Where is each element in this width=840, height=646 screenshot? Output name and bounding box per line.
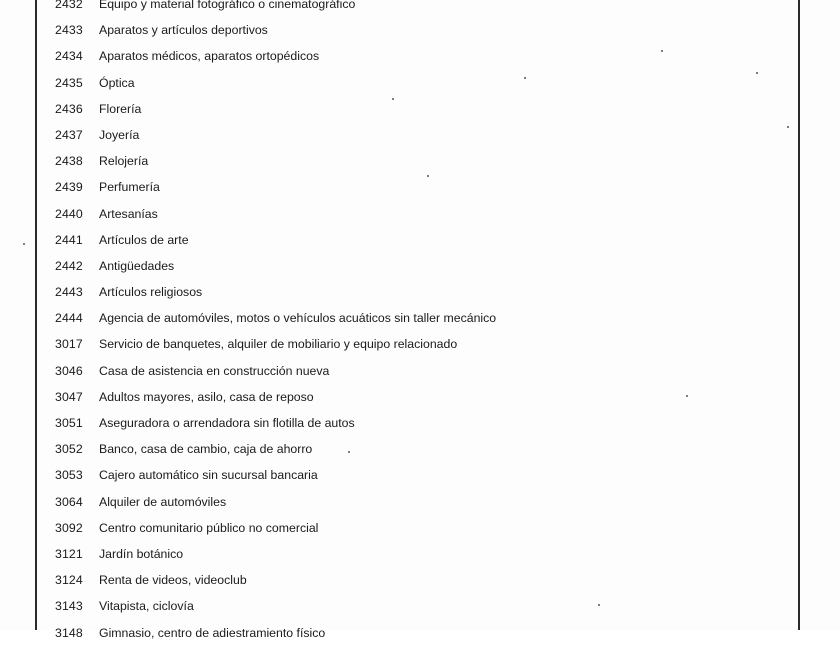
- table-row: [0, 279, 840, 305]
- row-description: Gimnasio, centro de adiestramiento físico: [99, 625, 326, 640]
- scan-speck: [427, 175, 429, 177]
- row-description: Vitapista, ciclovía: [99, 599, 194, 614]
- table-row: [0, 384, 840, 410]
- row-description: Artículos religiosos: [99, 285, 203, 300]
- table-row: [0, 436, 840, 462]
- table-row: [0, 96, 840, 122]
- row-description: Banco, casa de cambio, caja de ahorro: [99, 442, 313, 457]
- row-code: 2443: [55, 285, 83, 300]
- row-description: Agencia de automóviles, motos o vehículos acuáticos sin taller mecánico: [99, 311, 497, 326]
- row-description: Centro comunitario público no comercial: [99, 520, 319, 535]
- row-code: 3053: [55, 468, 83, 483]
- row-description: Artículos de arte: [99, 232, 189, 247]
- scan-speck: [348, 451, 350, 453]
- row-description: Aseguradora o arrendadora sin flotilla de autos: [99, 416, 355, 430]
- row-description: Artesanías: [99, 206, 158, 221]
- scan-speck: [524, 77, 526, 79]
- row-description: Aparatos médicos, aparatos ortopédicos: [99, 49, 320, 64]
- scan-speck: [598, 604, 600, 606]
- table-row: [0, 122, 840, 148]
- row-code: 3017: [55, 337, 83, 352]
- row-code: 2444: [55, 311, 83, 326]
- table-row: [0, 17, 840, 43]
- table-row: [0, 410, 840, 436]
- row-description: Adultos mayores, asilo, casa de reposo: [99, 389, 314, 404]
- row-code: 2432: [55, 0, 83, 11]
- row-code: 2440: [55, 206, 83, 221]
- row-description: Jardín botánico: [99, 546, 184, 561]
- table-row: [0, 620, 840, 646]
- table-row: [0, 358, 840, 384]
- row-description: Casa de asistencia en construcción nueva: [99, 363, 330, 378]
- row-description: Perfumería: [99, 180, 160, 195]
- table-row: [0, 541, 840, 567]
- row-code: 2441: [55, 232, 83, 247]
- table-row: [0, 70, 840, 96]
- row-code: 2439: [55, 180, 83, 195]
- row-description: Renta de videos, videoclub: [99, 573, 247, 588]
- row-code: 3124: [55, 573, 83, 588]
- row-code: 2435: [55, 75, 83, 90]
- row-description: Alquiler de automóviles: [99, 494, 227, 509]
- table-row: [0, 148, 840, 174]
- table-row: [0, 567, 840, 593]
- table-row: [0, 253, 840, 279]
- row-description: Joyería: [99, 127, 140, 142]
- row-code: 2438: [55, 154, 83, 169]
- table-row: [0, 174, 840, 200]
- row-description: Antigüedades: [99, 258, 175, 273]
- row-code: 2434: [55, 49, 83, 64]
- table-row: [0, 515, 840, 541]
- table-row: [0, 331, 840, 357]
- row-code: 3092: [55, 520, 83, 535]
- row-description: Cajero automático sin sucursal bancaria: [99, 468, 318, 483]
- row-code: 3148: [55, 625, 83, 640]
- table-row: [0, 489, 840, 515]
- row-description: Equipo y material fotográfico o cinematográfico: [99, 0, 356, 11]
- scan-speck: [787, 126, 789, 128]
- row-description: Servicio de banquetes, alquiler de mobiliario y equipo relacionado: [99, 337, 458, 352]
- row-code: 2436: [55, 101, 83, 116]
- table-row: [0, 201, 840, 227]
- table-row: [0, 0, 840, 17]
- scan-speck: [392, 98, 394, 100]
- row-code: 2437: [55, 127, 83, 142]
- row-code: 3046: [55, 363, 83, 378]
- row-code: 2433: [55, 23, 83, 38]
- row-code: 3064: [55, 494, 83, 509]
- table-row: [0, 227, 840, 253]
- scan-speck: [661, 50, 663, 52]
- table-row: [0, 43, 840, 69]
- row-code: 3047: [55, 389, 83, 404]
- row-code: 3121: [55, 546, 83, 561]
- table-row: [0, 462, 840, 488]
- table-row: [0, 305, 840, 331]
- scan-speck: [756, 72, 758, 74]
- table-row: [0, 593, 840, 619]
- row-description: Relojería: [99, 154, 149, 169]
- row-code: 3051: [55, 416, 83, 430]
- row-code: 3143: [55, 599, 83, 614]
- row-description: Óptica: [99, 75, 135, 90]
- scan-speck: [686, 395, 688, 397]
- row-code: 2442: [55, 258, 83, 273]
- row-description: Aparatos y artículos deportivos: [99, 23, 268, 38]
- row-code: 3052: [55, 442, 83, 457]
- row-description: Florería: [99, 101, 142, 116]
- scan-speck: [23, 243, 25, 245]
